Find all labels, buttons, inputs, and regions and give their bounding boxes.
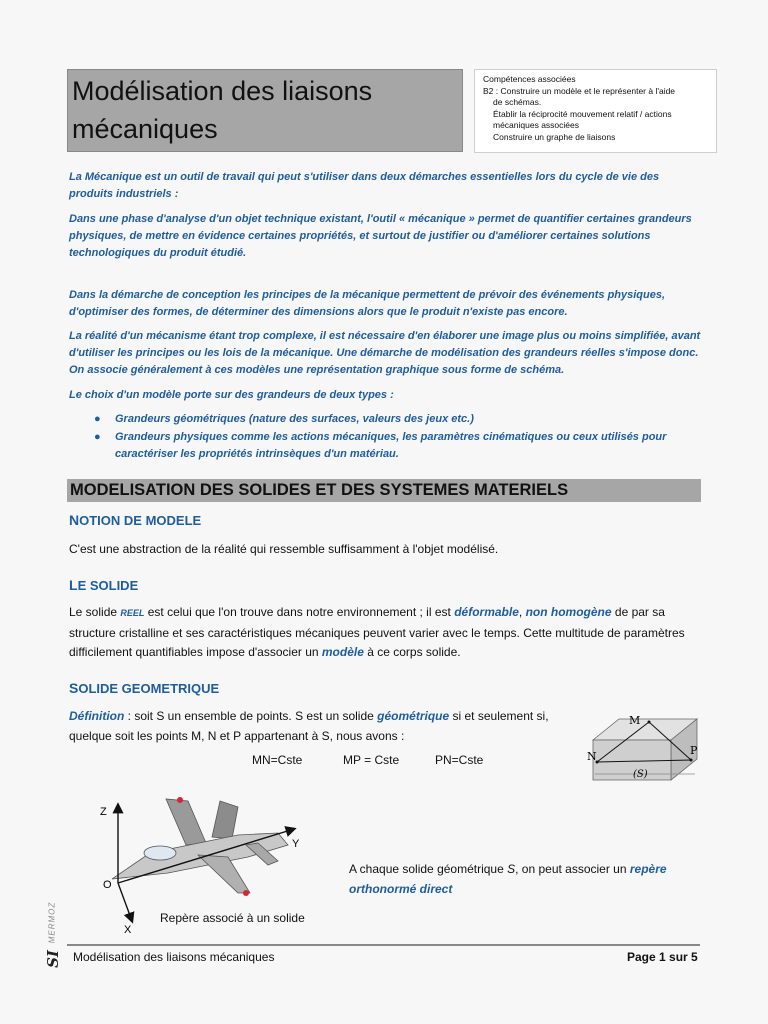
aircraft-caption: Repère associé à un solide: [160, 911, 305, 925]
subheading-solide-geometrique: SOLIDE GEOMETRIQUE: [69, 680, 220, 696]
footer-title: Modélisation des liaisons mécaniques: [73, 950, 275, 964]
point-m-label: M: [629, 714, 641, 727]
list-item-text: Grandeurs physiques comme les actions mécaniques, les paramètres cinématiques ou ceux utilisés pour caractériser les propriétés intrinsèques d'un matériau.: [115, 431, 667, 460]
z-axis-label: Z: [100, 806, 107, 818]
solid-s-label: (S): [633, 769, 648, 780]
bullet-icon: ●: [94, 431, 101, 443]
competence-line: Construire un graphe de liaisons: [493, 131, 616, 142]
competence-line: Établir la réciprocité mouvement relatif / actions: [493, 108, 672, 119]
competences-box: [474, 69, 717, 153]
origin-label: O: [103, 879, 112, 891]
repere-text: A chaque solide géométrique S, on peut associer un repère orthonormé direct: [349, 862, 667, 896]
x-axis: [118, 883, 132, 921]
bullet-icon: ●: [94, 413, 101, 425]
list-item-text: Grandeurs géométriques (nature des surfaces, valeurs des jeux etc.): [115, 413, 474, 425]
page-title: [67, 69, 463, 152]
intro-paragraph-3: Dans la démarche de conception les principes de la mécanique permettent de prévoir des événements physiques, d'optimiser des formes, de déterminer des dimensions alors que le produit n'existe pas encore.: [69, 289, 666, 318]
solide-text: Le solide REEL est celui que l'on trouve dans notre environnement ; il est déformable, non homogène de par sa structure cristalline et ses caractéristiques mécaniques peuvent varier avec le temps. Cette multitude de paramètres difficilement quantifiables impose d'associer un modèle à ce corps solide.: [69, 605, 685, 659]
notion-text: C'est une abstraction de la réalité qui ressemble suffisamment à l'objet modélisé.: [69, 542, 499, 556]
intro-paragraph-2: Dans une phase d'analyse d'un objet technique existant, l'outil « mécanique » permet de quantifier certaines grandeurs physiques, de mettre en évidence certaines propriétés, et surtout de justifier ou d'améliorer certaines solutions technologiques du produit étudié.: [69, 213, 692, 259]
subheading-notion: NOTION DE MODELE: [69, 512, 202, 528]
si-mermoz-logo: MERMOZ SI: [43, 901, 62, 968]
competence-line: B2 : Construire un modèle et le représenter à l'aide: [483, 85, 676, 96]
equation-pn: PN=Cste: [435, 753, 484, 767]
intro-paragraph-4: La réalité d'un mécanisme étant trop complexe, il est nécessaire d'en élaborer une image plus ou moins simplifiée, avant d'utiliser les principes ou les lois de la mécanique. Une démarche de modélisation des grandeurs réelles s'impose donc. On associe généralement à ces modèles une représentation graphique sous forme de schéma.: [69, 330, 701, 376]
title-line-1: Modélisation des liaisons: [72, 76, 373, 106]
footer-divider: [67, 944, 700, 946]
subheading-solide: LE SOLIDE: [69, 577, 139, 593]
section-heading: MODELISATION DES SOLIDES ET DES SYSTEMES MATERIELS: [67, 479, 701, 502]
intro-paragraph-1: La Mécanique est un outil de travail qui peut s'utiliser dans deux démarches essentielles lors du cycle de vie des produits industriels :: [69, 171, 660, 200]
page-number: Page 1 sur 5: [627, 950, 698, 964]
point-n-label: N: [587, 750, 597, 763]
intro-paragraph-5: Le choix d'un modèle porte sur des grandeurs de deux types :: [69, 389, 394, 401]
point-p-label: P: [690, 744, 698, 757]
title-line-2: mécaniques: [72, 114, 218, 144]
solid-box-figure: [585, 710, 705, 785]
competences-heading: Compétences associées: [483, 74, 576, 84]
aircraft-icon: [112, 797, 288, 896]
equation-mn: MN=Cste: [252, 753, 303, 767]
x-axis-label: X: [124, 924, 132, 936]
competence-line: mécaniques associées: [493, 120, 579, 131]
equation-mp: MP = Cste: [343, 753, 400, 767]
competence-line: de schémas.: [493, 97, 542, 108]
definition-text: Définition : soit S un ensemble de points. S est un solide géométrique si et seulement si, quelque soit les points M, N et P appartenant à S, nous avons :: [69, 709, 549, 743]
y-axis-label: Y: [292, 838, 300, 850]
